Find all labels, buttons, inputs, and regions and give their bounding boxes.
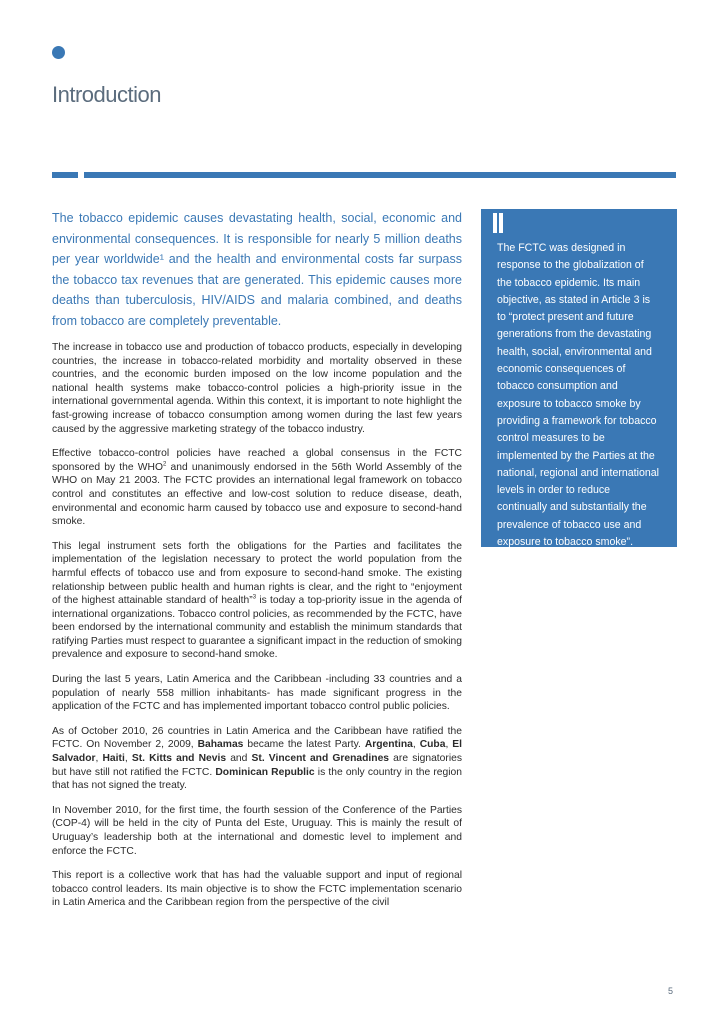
paragraph-2: [52, 447, 462, 529]
paragraph-2-text-b: and unanimously endorsed in the 56th World Assembly of the WHO on May 21 2003. The FCTC provides an international legal framework on tobacco control and constitutes an effective and low-cost solution to reduce disease, death, environmental and economic harm caused by tobacco use and exposure to second-hand smoke.: [52, 461, 462, 528]
p5-text-4: is the only country in the region that has not signed the treaty.: [52, 766, 462, 792]
country-st-kitts: St. Kitts and Nevis: [131, 753, 227, 765]
paragraph-5: [52, 725, 462, 793]
page-number: 5: [668, 986, 674, 996]
country-cuba: Cuba: [419, 739, 446, 751]
paragraph-3-text-a: This legal instrument sets forth the obligations for the Parties and facilitates the implementation of the legislation necessary to protect the world population from the harmful effects of tobacco use and from exposure to second-hand smoke. The existing relationship between public health and human rights is clear, and the right to “enjoyment of the highest attainable standard of health”: [52, 540, 462, 607]
paragraph-2-text-a: Effective tobacco-control policies have reached a global consensus in the FCTC sponsored by the WHO: [52, 448, 462, 473]
paragraph-4: During the last 5 years, Latin America and the Caribbean -including 33 countries and a population of nearly 558 million inhabitants- has made significant progress in the application of the FCTC and has implemented important tobacco control public policies.: [52, 674, 462, 713]
main-column: [52, 208, 462, 921]
quote-sidebar: [481, 209, 677, 547]
country-bahamas: Bahamas: [197, 739, 244, 751]
p5-text-3: are signatories but have still not ratified the FCTC.: [52, 753, 462, 778]
p5-comma-1: ,: [412, 739, 420, 751]
paragraph-7: This report is a collective work that has had the valuable support and input of regional tobacco control leaders. Its main objective is to show the FCTC implementation scenario in Latin America and the Caribbean region from the perspective of the civil: [52, 870, 462, 909]
paragraph-3-text-b: is today a top-priority issue in the agenda of international organizations. Tobacco control policies, as recommended by the FCTC, have been endorsed by the international community and establish the minimum standards that ratifying Parties must respect to guarantee a significant impact in the reduction of smoking prevalence and exposure to second-hand smoke.: [52, 595, 462, 661]
country-dominican-republic: Dominican Republic: [215, 766, 315, 778]
header-rule-left: [52, 172, 78, 178]
lead-paragraph: The tobacco epidemic causes devastating health, social, economic and environmental consequences. It is responsible for nearly 5 million deaths per year worldwide¹ and the health and environmental costs far surpass the tobacco tax revenues that are generated. This epidemic causes more deaths than tuberculosis, HIV/AIDS and malaria combined, and deaths from tobacco are completely preventable.: [52, 211, 462, 328]
paragraph-1: The increase in tobacco use and production of tobacco products, especially in developing countries, the increase in tobacco-related morbidity and mortality observed in these countries, and the economic burden imposed on the low income population and the national health systems make tobacco-control policies a high-priority issue in the international governmental agenda. Within this context, it is important to note highlight the fast-growing increase of tobacco consumption among women during the last few years caused by the aggressive marketing strategy of the tobacco industry.: [52, 342, 462, 435]
country-el-salvador: El Salvador: [52, 739, 462, 765]
p5-comma-4: ,: [124, 753, 132, 765]
footnote-ref-3: 3: [252, 594, 257, 601]
header-rule-right: [84, 172, 676, 178]
paragraph-3: [52, 540, 462, 662]
p5-text-2: became the latest Party.: [243, 739, 365, 751]
country-haiti: Haiti: [102, 753, 125, 765]
p5-and: and: [226, 753, 252, 765]
p5-comma-2: ,: [445, 739, 453, 751]
section-bullet-dot: [52, 46, 65, 59]
p5-text-1: As of October 2010, 26 countries in Latin America and the Caribbean have ratified the FCTC. On November 2, 2009,: [52, 725, 462, 751]
footnote-ref-2: 2: [162, 461, 167, 468]
country-argentina: Argentina: [364, 739, 413, 751]
page-title: Introduction: [52, 82, 161, 107]
p5-comma-3: ,: [95, 753, 103, 765]
paragraph-6: In November 2010, for the first time, the fourth session of the Conference of the Parties (COP-4) will be held in the city of Punta del Este, Uruguay. This is mainly the result of Uruguay’s leadership both at the international and domestic level to implement and enforce the FCTC.: [52, 804, 462, 857]
country-st-vincent: St. Vincent and Grenadines: [251, 753, 390, 765]
quote-mark-icon: [493, 213, 505, 233]
sidebar-quote-text: The FCTC was designed in response to the globalization of the tobacco epidemic. Its main objective, as stated in Article 3 is to “protect present and future generations from the devastating health, social, environmental and economic consequences of tobacco consumption and exposure to tobacco smoke by providing a framework for tobacco control measures to be implemented by the Parties at the national, regional and international levels in order to reduce continually and substantially the prevalence of tobacco use and exposure to tobacco smoke”.: [497, 242, 659, 549]
